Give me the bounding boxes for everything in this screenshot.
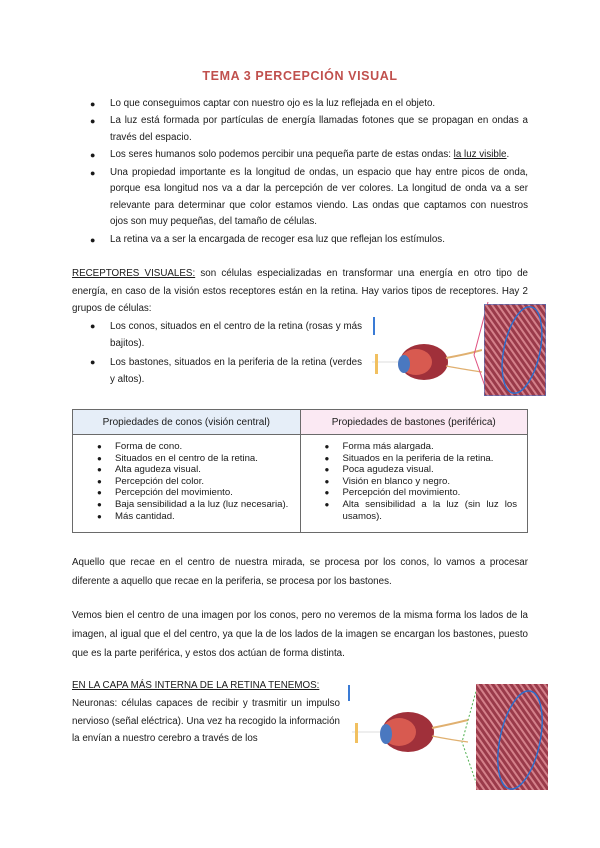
paragraph-conos-bastones: Aquello que recae en el centro de nuestra mirada, se procesa por los conos, lo vamos a procesar diferente a aquello que recae en la periferia, se procesa por los bastones. <box>72 557 528 587</box>
paragraph-vision-centro: Vemos bien el centro de una imagen por los conos, pero no veremos de la misma forma los lados de la imagen, al igual que el del centro, ya que la de los lados de la imagen se encargan los bastones, puesto que es la parte periférica, y estos dos actúan de forma distinta. <box>72 610 528 659</box>
capa-heading: EN LA CAPA MÁS INTERNA DE LA RETINA TENEMOS: <box>72 680 320 691</box>
table-header-bastones: Propiedades de bastones (periférica) <box>300 410 528 435</box>
capa-paragraph: Neuronas: células capaces de recibir y trasmitir un impulso nervioso (señal eléctrica). Una vez ha recogido la información la envían a nuestro cerebro a través de los <box>72 698 340 744</box>
list-item: ● Baja sensibilidad a la luz (luz necesaria). <box>115 499 290 511</box>
list-item: ● Los seres humanos solo podemos percibir una pequeña parte de estas ondas: la luz visible. <box>90 149 510 160</box>
eye-diagram-image <box>352 708 468 758</box>
receptores-paragraph: RECEPTORES VISUALES: son células especializadas en transformar una energía en otro tipo de energía, en caso de la visión estos receptores están en la retina. Hay varios tipos de receptores. Hay 2 grupos de células: <box>72 268 528 314</box>
list-item: ● Forma de cono. <box>115 441 290 453</box>
text-cursor <box>348 685 350 701</box>
list-item: ● Poca agudeza visual. <box>343 464 518 476</box>
list-item: ● Los conos, situados en el centro de la retina (rosas y más bajitos). <box>90 321 362 349</box>
list-item: ● Más cantidad. <box>115 511 290 523</box>
receptores-heading: RECEPTORES VISUALES: <box>72 268 196 279</box>
text-cursor <box>373 317 375 335</box>
list-item: ● Una propiedad importante es la longitud de ondas, un espacio que hay entre picos de onda, porque esa longitud nos va a dar la percepción de ver colores. La longitud de onda va a ser relevante para determinar que color estamos viendo. Las ondas que captamos con nuestros ojos son muy pequeñas, del tamaño de células. <box>90 166 528 227</box>
list-item: ● Percepción del movimiento. <box>115 487 290 499</box>
list-item: ● Visión en blanco y negro. <box>343 476 518 488</box>
retina-micrograph-image <box>484 304 546 396</box>
receptores-bullet-list <box>90 318 362 388</box>
list-item: ● Situados en el centro de la retina. <box>115 453 290 465</box>
conos-cell <box>73 435 301 533</box>
visible-light-link[interactable]: la luz visible <box>453 149 507 160</box>
list-item: ● La luz está formada por partículas de energía llamadas fotones que se propagan en ondas a través del espacio. <box>90 115 528 143</box>
intro-bullet-list <box>90 96 528 248</box>
table-header-conos: Propiedades de conos (visión central) <box>73 410 301 435</box>
list-item: ● Lo que conseguimos captar con nuestro ojo es la luz reflejada en el objeto. <box>90 98 436 109</box>
list-item: ● Situados en la periferia de la retina. <box>343 453 518 465</box>
list-item: ● Percepción del movimiento. <box>343 487 518 499</box>
list-item: ● Forma más alargada. <box>343 441 518 453</box>
list-item: ● Alta sensibilidad a la luz (sin luz los usamos). <box>343 499 518 522</box>
page-title: TEMA 3 PERCEPCIÓN VISUAL <box>202 69 398 83</box>
eye-diagram-image <box>372 340 482 385</box>
comparison-table <box>72 409 528 533</box>
retina-micrograph-image <box>476 684 548 790</box>
list-item: ● Los bastones, situados en la periferia de la retina (verdes y altos). <box>90 357 362 385</box>
list-item: ● La retina va a ser la encargada de recoger esa luz que reflejan los estímulos. <box>90 233 445 245</box>
bastones-cell <box>300 435 528 533</box>
list-item: ● Percepción del color. <box>115 476 290 488</box>
list-item: ● Alta agudeza visual. <box>115 464 290 476</box>
